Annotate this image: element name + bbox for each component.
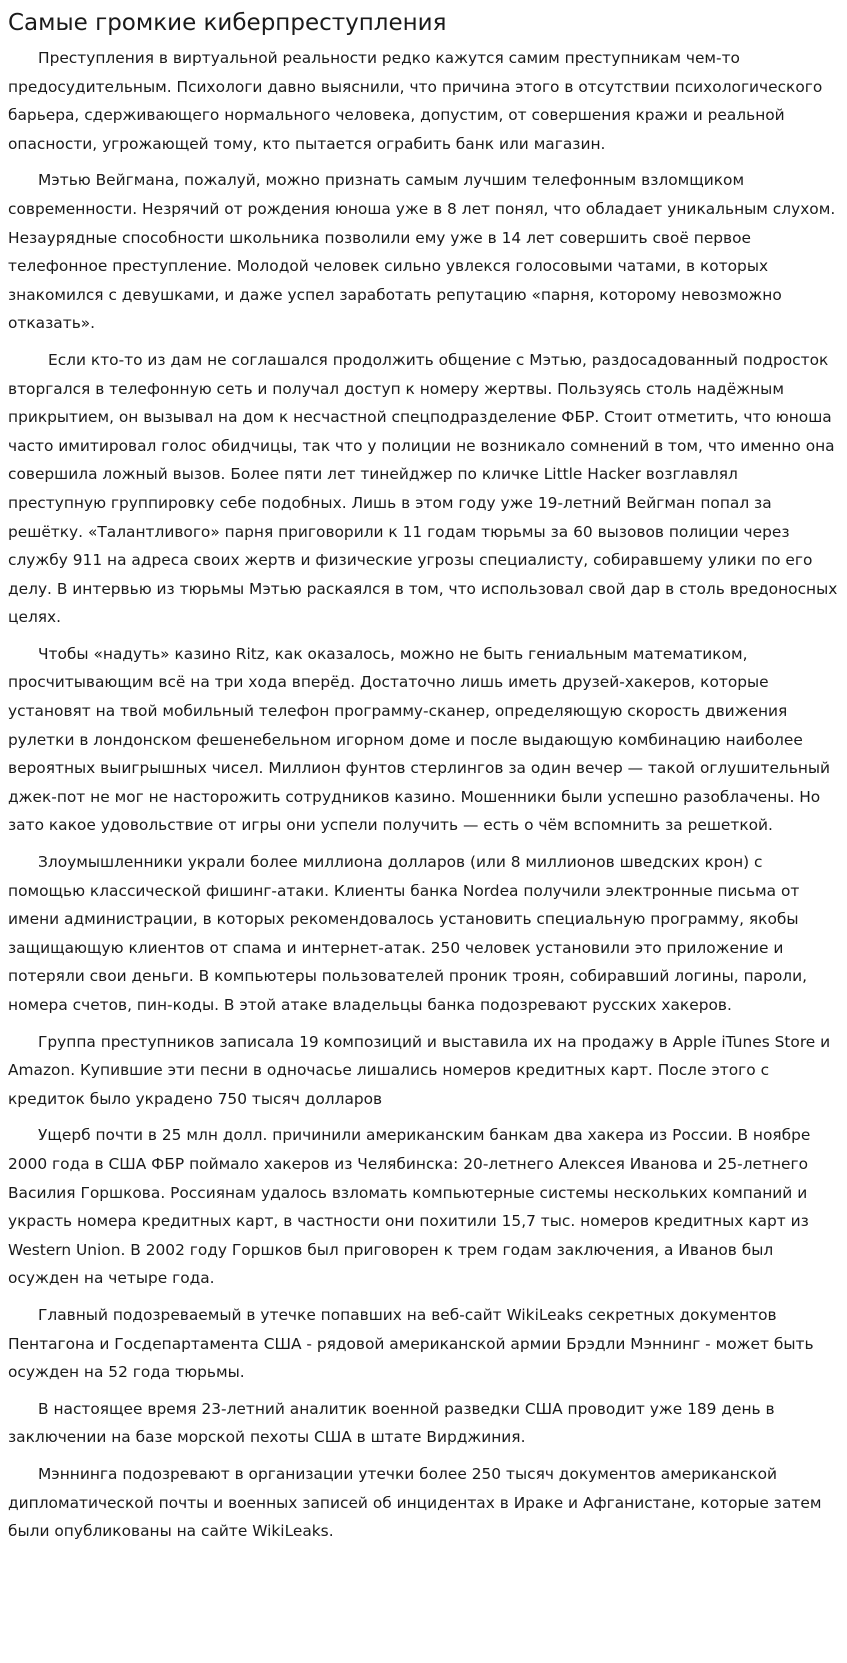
paragraph-manning-detention: В настоящее время 23-летний аналитик военной разведки США проводит уже 189 день в заключении на базе морской пехоты США в штате Вирджиния. [8, 1399, 775, 1447]
paragraph-russian-hackers: Ущерб почти в 25 млн долл. причинили американским банкам два хакера из России. В ноябре 2000 года в США ФБР поймало хакеров из Челябинска: 20-летнего Алексея Иванова и 25-летнего Василия Горшкова. Россиянам удалось взломать компьютерные системы нескольких компаний и украсть номера кредитных карт, в частности они похитили 15,7 тыс. номеров кредитных карт из Western Union. В 2002 году Горшков был приговорен к трем годам заключения, а Иванов был осужден на четыре года. [8, 1126, 811, 1288]
paragraph-intro: Преступления в виртуальной реальности редко кажутся самим преступникам чем-то предосудительным. Психологи давно выяснили, что причина этого в отсутствии психологического барьера, сдерживающего нормального человека, допустим, от совершения кражи и реальной опасности, угрожающей тому, кто пытается ограбить банк или магазин. [8, 49, 823, 153]
paragraph-manning-leak: Мэннинга подозревают в организации утечки более 250 тысяч документов американской дипломатической почты и военных записей об инцидентах в Ираке и Афганистане, которые затем были опубликованы на сайте WikiLeaks. [8, 1464, 822, 1541]
paragraph-itunes-songs: Группа преступников записала 19 композиций и выставила их на продажу в Apple iTunes Store и Amazon. Купившие эти песни в одночасье лишались номеров кредитных карт. После этого с кредиток было украдено 750 тысяч долларов [8, 1032, 831, 1108]
page-title: Самые громкие киберпреступления [8, 10, 447, 36]
paragraph-nordea-phishing: Злоумышленники украли более миллиона долларов (или 8 миллионов шведских крон) с помощью классической фишинг-атаки. Клиенты банка Nordea получили электронные письма от имени администрации, в которых рекомендовалось установить специальную программу, якобы защищающую клиентов от спама и интернет-атак. 250 человек установили это приложение и потеряли свои деньги. В компьютеры пользователей проник троян, собиравший логины, пароли, номера счетов, пин-коды. В этой атаке владельцы банка подозревают русских хакеров. [8, 853, 807, 1014]
paragraph-weigman: Мэтью Вейгмана, пожалуй, можно признать самым лучшим телефонным взломщиком современности. Незрячий от рождения юноша уже в 8 лет понял, что обладает уникальным слухом. Незаурядные способности школьника позволили ему уже в 14 лет совершить своё первое телефонное преступление. Молодой человек сильно увлекся голосовыми чатами, в которых знакомился с девушками, и даже успел заработать репутацию «парня, которому невозможно отказать». [8, 171, 836, 333]
paragraph-manning-suspect: Главный подозреваемый в утечке попавших на веб-сайт WikiLeaks секретных документов Пентагона и Госдепартамента США - рядовой американской армии Брэдли Мэннинг - может быть осужден на 52 года тюрьмы. [8, 1305, 814, 1382]
paragraph-weigman-calls: Если кто-то из дам не соглашался продолжить общение с Мэтью, раздосадованный подросток вторгался в телефонную сеть и получал доступ к номеру жертвы. Пользуясь столь надёжным прикрытием, он вызывал на дом к несчастной спецподразделение ФБР. Стоит отметить, что юноша часто имитировал голос обидчицы, так что у полиции не возникало сомнений в том, что именно она совершила ложный вызов. Более пяти лет тинейджер по кличке Little Hacker возглавлял преступную группировку себе подобных. Лишь в этом году уже 19-летний Вейгман попал за решётку. «Талантливого» парня приговорили к 11 годам тюрьмы за 60 вызовов полиции через службу 911 на адреса своих жертв и физические угрозы специалисту, собиравшему улики по его делу. В интервью из тюрьмы Мэтью раскаялся в том, что использовал свой дар в столь вредоносных целях. [8, 350, 838, 627]
paragraph-ritz-casino: Чтобы «надуть» казино Ritz, как оказалось, можно не быть гениальным математиком, просчитывающим всё на три хода вперёд. Достаточно лишь иметь друзей-хакеров, которые установят на твой мобильный телефон программу-сканер, определяющую скорость движения рулетки в лондонском фешенебельном игорном доме и после выдающую комбинацию наиболее вероятных выигрышных чисел. Миллион фунтов стерлингов за один вечер — такой оглушительный джек-пот не мог не насторожить сотрудников казино. Мошенники были успешно разоблачены. Но зато какое удовольствие от игры они успели получить — есть о чём вспомнить за решеткой. [8, 644, 831, 835]
